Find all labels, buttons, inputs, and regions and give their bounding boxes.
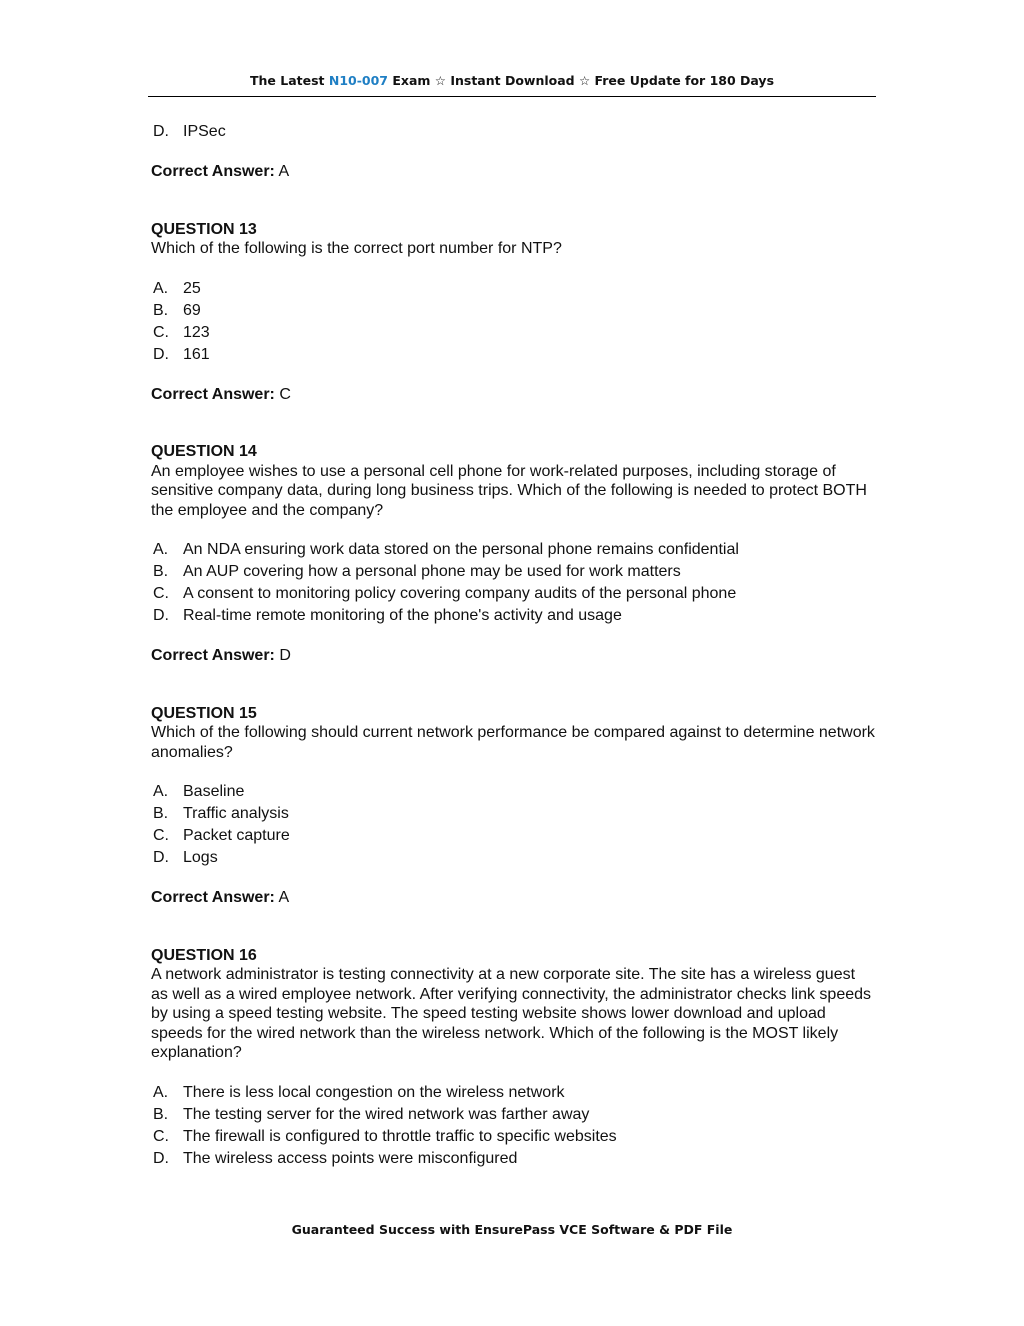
option-item <box>151 539 876 561</box>
option-letter: B. <box>153 805 169 823</box>
option-item <box>151 121 876 143</box>
option-item <box>151 1126 876 1148</box>
exam-code: N10-007 <box>328 73 388 88</box>
question-text: Which of the following should current network performance be compared against to determine network anomalies? <box>151 724 875 761</box>
option-letter: A. <box>153 279 169 297</box>
answer-label: Correct Answer: <box>151 889 275 906</box>
option-letter: A. <box>153 541 169 559</box>
answer-value: A <box>278 163 290 180</box>
answer-label: Correct Answer: <box>151 163 275 180</box>
option-letter: C. <box>153 1127 169 1145</box>
option-list <box>151 539 876 627</box>
option-letter: C. <box>153 827 169 845</box>
option-item <box>151 1104 876 1126</box>
option-text: The testing server for the wired network was farther away <box>183 1105 590 1123</box>
header-prefix: The Latest <box>249 73 329 88</box>
option-letter: D. <box>153 345 169 363</box>
page-footer: Guaranteed Success with EnsurePass VCE Software & PDF File <box>291 1222 733 1237</box>
option-item <box>151 300 876 322</box>
option-list <box>151 781 876 869</box>
option-item <box>151 825 876 847</box>
question-text: Which of the following is the correct port number for NTP? <box>151 240 562 257</box>
page-content <box>151 121 876 1170</box>
option-letter: C. <box>153 585 169 603</box>
option-text: IPSec <box>183 123 226 141</box>
question-text: A network administrator is testing connectivity at a new corporate site. The site has a wireless guest as well as a wired employee network. After verifying connectivity, the administrator checks link speeds by using a speed testing website. The speed testing website shows lower download and upload speeds for the wired network than the wireless network. Which of the following is the MOST likely explanation? <box>151 966 872 1061</box>
answer-value: C <box>279 385 291 403</box>
question-title: QUESTION 14 <box>151 443 257 460</box>
option-letter: B. <box>153 1105 169 1123</box>
answer-label: Correct Answer: <box>151 385 275 403</box>
option-item <box>151 847 876 869</box>
option-item <box>151 803 876 825</box>
answer-value: D <box>279 647 291 664</box>
option-text: A consent to monitoring policy covering company audits of the personal phone <box>183 585 737 603</box>
header-divider <box>148 96 876 97</box>
option-text: Baseline <box>183 783 245 801</box>
option-item <box>151 781 876 803</box>
option-letter: A. <box>153 783 169 801</box>
answer-value: A <box>278 889 290 906</box>
option-letter: A. <box>153 1083 169 1101</box>
header-suffix: Exam ☆ Instant Download ☆ Free Update for 180 Days <box>388 73 775 88</box>
option-text: There is less local congestion on the wireless network <box>183 1083 565 1101</box>
option-text: Packet capture <box>183 827 290 845</box>
option-text: 161 <box>183 345 210 363</box>
correct-answer <box>151 385 876 405</box>
option-letter: B. <box>153 563 169 581</box>
option-text: An NDA ensuring work data stored on the personal phone remains confidential <box>183 541 739 559</box>
option-text: 25 <box>183 279 201 297</box>
option-letter: D. <box>153 607 169 625</box>
option-text: An AUP covering how a personal phone may be used for work matters <box>183 563 681 581</box>
page-header <box>148 73 876 88</box>
correct-answer <box>151 888 876 908</box>
option-text: The firewall is configured to throttle traffic to specific websites <box>183 1127 617 1145</box>
option-item <box>151 605 876 627</box>
option-text: The wireless access points were misconfigured <box>183 1149 518 1167</box>
option-text: 69 <box>183 301 201 319</box>
question-title: QUESTION 13 <box>151 220 257 238</box>
option-letter: B. <box>153 301 169 319</box>
option-item <box>151 322 876 344</box>
option-item <box>151 1148 876 1170</box>
option-letter: C. <box>153 323 169 341</box>
option-list <box>151 278 876 366</box>
correct-answer <box>151 646 876 666</box>
option-text: 123 <box>183 323 210 341</box>
answer-label: Correct Answer: <box>151 647 275 664</box>
correct-answer <box>151 162 876 182</box>
option-item <box>151 583 876 605</box>
option-item <box>151 344 876 366</box>
question-text: An employee wishes to use a personal cell phone for work-related purposes, including storage of sensitive company data, during long business trips. Which of the following is needed to protect BOTH the employee and the company? <box>151 462 867 519</box>
option-list <box>151 1082 876 1170</box>
option-text: Logs <box>183 849 218 867</box>
option-item <box>151 278 876 300</box>
option-text: Traffic analysis <box>183 805 289 823</box>
option-letter: D. <box>153 1149 169 1167</box>
option-text: Real-time remote monitoring of the phone's activity and usage <box>183 607 622 625</box>
option-item <box>151 1082 876 1104</box>
option-letter: D. <box>153 849 169 867</box>
option-letter: D. <box>153 123 169 141</box>
question-title: QUESTION 15 <box>151 704 257 722</box>
question-title: QUESTION 16 <box>151 946 257 964</box>
option-item <box>151 561 876 583</box>
